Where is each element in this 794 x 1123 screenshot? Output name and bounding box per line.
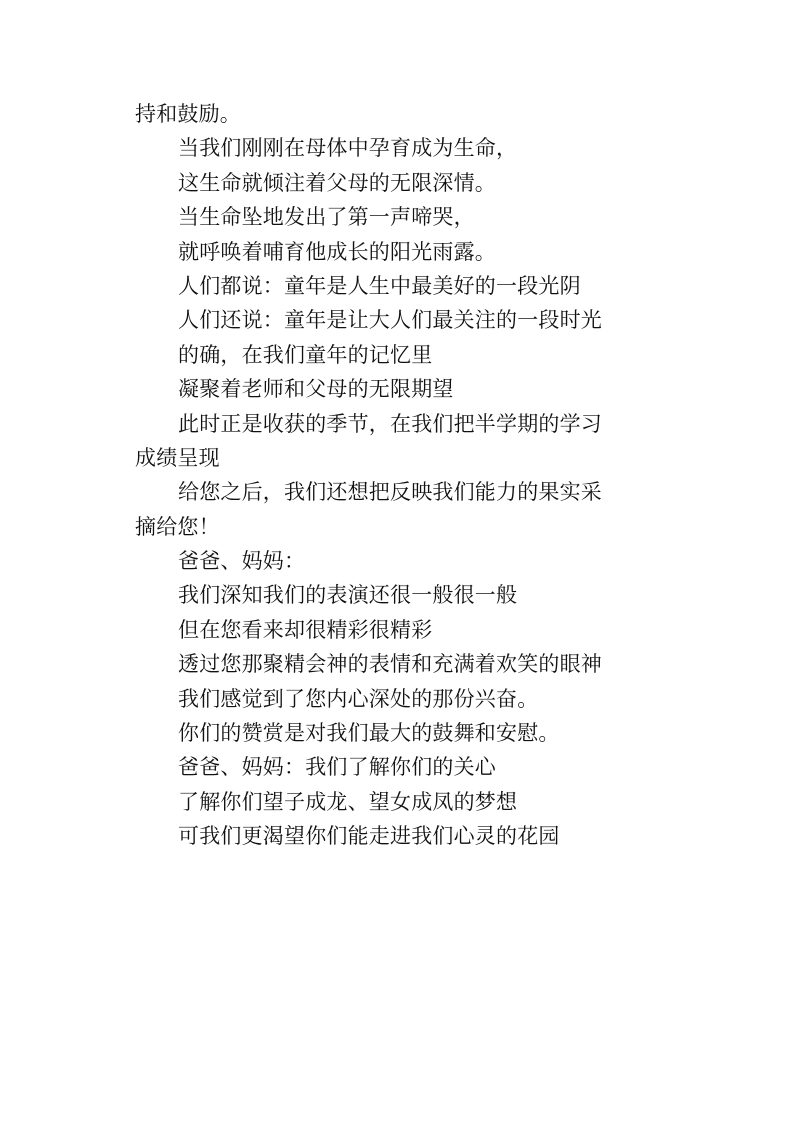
- text-line: 的确，在我们童年的记忆里: [178, 342, 433, 367]
- text-line: 给您之后，我们还想把反映我们能力的果实采: [178, 480, 602, 505]
- text-line: 了解你们望子成龙、望女成凤的梦想: [178, 789, 518, 814]
- poem-text-block: [0, 97, 794, 854]
- text-line: 我们深知我们的表演还很一般很一般: [178, 583, 518, 608]
- text-line: 但在您看来却很精彩很精彩: [178, 617, 433, 642]
- text-line: 持和鼓励。: [135, 102, 241, 126]
- text-line: 这生命就倾注着父母的无限深情。: [178, 170, 496, 195]
- text-line: 爸爸、妈妈：: [178, 549, 306, 574]
- text-line: 透过您那聚精会神的表情和充满着欢笑的眼神: [178, 652, 602, 677]
- text-line: 我们感觉到了您内心深处的那份兴奋。: [178, 686, 539, 711]
- text-line: 爸爸、妈妈：我们了解你们的关心: [178, 755, 496, 780]
- text-line: 人们还说：童年是让大人们最关注的一段时光: [178, 308, 602, 333]
- text-line: 当生命坠地发出了第一声啼哭，: [178, 205, 475, 230]
- text-line: 摘给您！: [135, 514, 220, 539]
- text-line: 成绩呈现: [135, 445, 220, 470]
- text-line: 你们的赞赏是对我们最大的鼓舞和安慰。: [178, 721, 560, 746]
- text-line: 此时正是收获的季节，在我们把半学期的学习: [178, 411, 602, 436]
- text-line: 人们都说：童年是人生中最美好的一段光阴: [178, 273, 581, 298]
- text-line: 当我们刚刚在母体中孕育成为生命，: [178, 136, 518, 161]
- text-line: 就呼唤着哺育他成长的阳光雨露。: [178, 239, 496, 264]
- text-line: 可我们更渴望你们能走进我们心灵的花园: [178, 824, 560, 849]
- text-line: 凝聚着老师和父母的无限期望: [178, 377, 454, 402]
